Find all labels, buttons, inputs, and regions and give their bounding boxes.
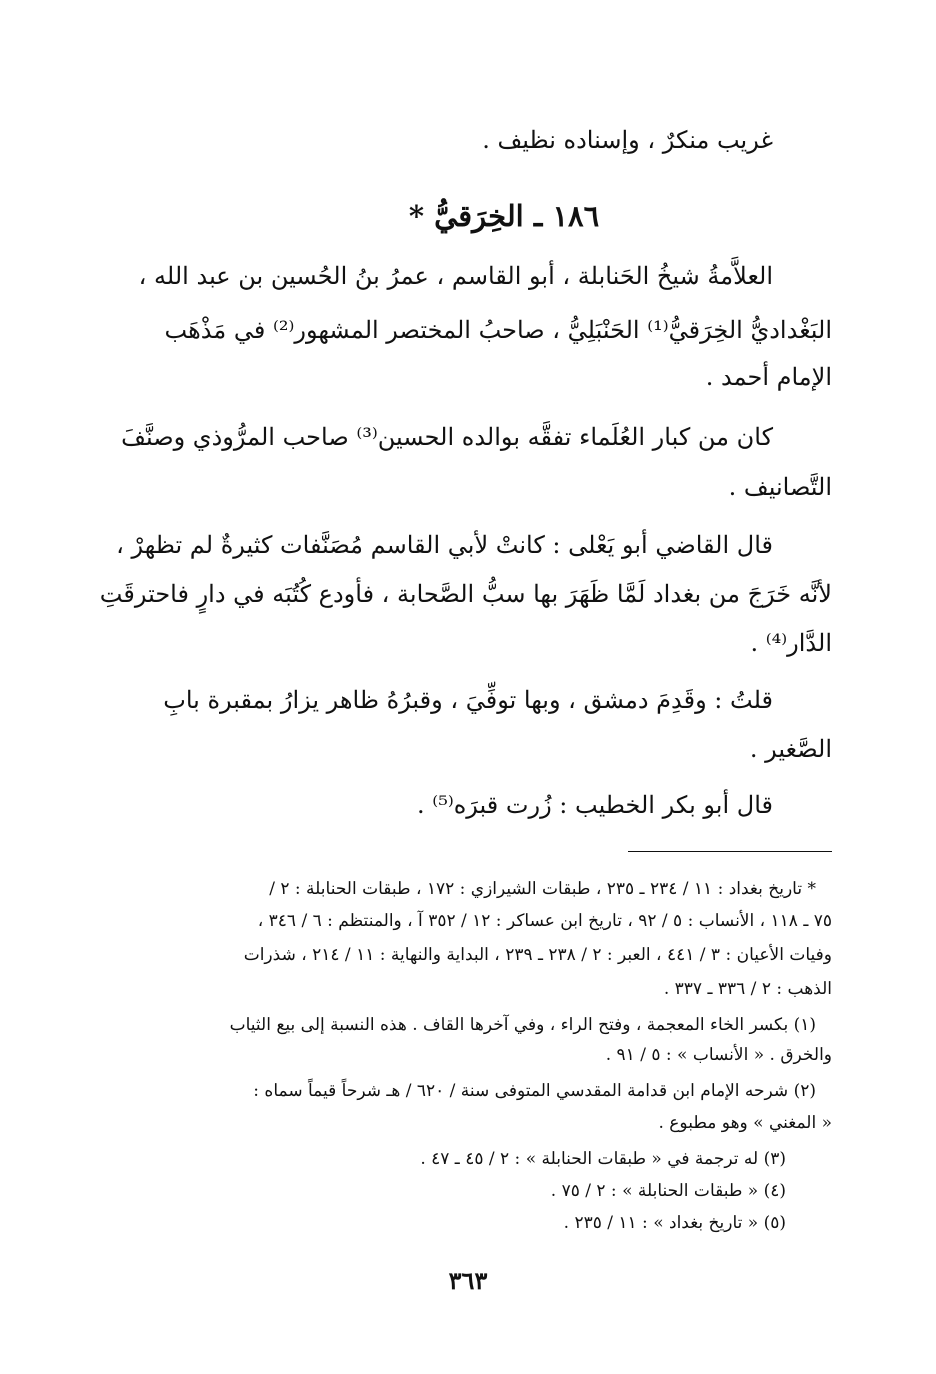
- footnote-1-line-1: (١) بكسر الخاء المعجمة ، وفتح الراء ، وفي آخرها القاف . هذه النسبة إلى بيع الثياب: [229, 1015, 816, 1035]
- paragraph-3-line-2: لأنَّه خَرَجَ من بغداد لَمَّا ظَهَرَ بها سبُّ الصَّحابة ، فأودع كُتُبَه في دارٍ فاحترقَتِ: [99, 580, 832, 608]
- footnote-sources-line-4: الذهب : ٢ / ٣٣٦ ـ ٣٣٧ .: [663, 979, 832, 999]
- footnote-1-line-2: والخرق . « الأنساب » : ٥ / ٩١ .: [605, 1045, 832, 1065]
- footnote-separator: [628, 851, 832, 852]
- footnote-5: (٥) « تاريخ بغداد » : ١١ / ٢٣٥ .: [563, 1213, 786, 1233]
- paragraph-3-line-3: الدَّار⁽⁴⁾ .: [750, 629, 832, 657]
- footnote-2-line-1: (٢) شرحه الإمام ابن قدامة المقدسي المتوفى سنة / ٦٢٠ / هـ شرحاً قيماً سماه :: [253, 1081, 816, 1101]
- paragraph-2-line-1: كان من كبار العُلَماء تفقَّه بوالده الحسين⁽³⁾ صاحب المرُّوذي وصنَّفَ: [121, 423, 773, 451]
- footnote-3: (٣) له ترجمة في « طبقات الحنابلة » : ٢ / ٤٥ ـ ٤٧ .: [420, 1149, 786, 1169]
- page-number: ٣٦٣: [448, 1266, 488, 1295]
- paragraph-5-line-1: قال أبو بكر الخطيب : زُرت قبرَه⁽⁵⁾ .: [417, 791, 773, 819]
- footnote-4: (٤) « طبقات الحنابلة » : ٢ / ٧٥ .: [550, 1181, 786, 1201]
- intro-text: غريب منكرٌ ، وإسناده نظيف .: [482, 126, 773, 154]
- paragraph-1-line-2: البَغْداديُّ الخِرَقيُّ⁽¹⁾ الحَنْبَلِيُّ ، صاحبُ المختصر المشهور⁽²⁾ في مَذْهَب: [164, 316, 832, 344]
- footnote-sources-line-2: ٧٥ ـ ١١٨ ، الأنساب : ٥ / ٩٢ ، تاريخ ابن عساكر : ١٢ / ٣٥٢ آ ، والمنتظم : ٦ / ٣٤٦ ،: [257, 911, 832, 931]
- entry-title: ١٨٦ ـ الخِرَقيُّ *: [408, 199, 600, 233]
- footnote-sources-line-1: * تاريخ بغداد : ١١ / ٢٣٤ ـ ٢٣٥ ، طبقات الشيرازي : ١٧٢ ، طبقات الحنابلة : ٢ /: [269, 879, 816, 899]
- footnote-2-line-2: « المغني » وهو مطبوع .: [658, 1113, 832, 1133]
- paragraph-4-line-2: الصَّغير .: [749, 735, 832, 763]
- footnote-sources-line-3: وفيات الأعيان : ٣ / ٤٤١ ، العبر : ٢ / ٢٣٨ ـ ٢٣٩ ، البداية والنهاية : ١١ / ٢١٤ ، شذرات: [243, 945, 832, 965]
- paragraph-1-line-3: الإمام أحمد .: [705, 363, 832, 391]
- paragraph-4-line-1: قلتُ : وقَدِمَ دمشق ، وبها توفِّيَ ، وقبرُهُ ظاهر يزارُ بمقبرة بابِ: [163, 686, 773, 714]
- paragraph-3-line-1: قال القاضي أبو يَعْلى : كانتْ لأبي القاسم مُصَنَّفات كثيرةٌ لم تظهرْ ،: [116, 531, 773, 559]
- paragraph-2-line-2: التَّصانيف .: [728, 473, 832, 501]
- paragraph-1-line-1: العلاَّمةُ شيخُ الحَنابلة ، أبو القاسم ، عمرُ بنُ الحُسين بن عبد الله ،: [138, 262, 773, 290]
